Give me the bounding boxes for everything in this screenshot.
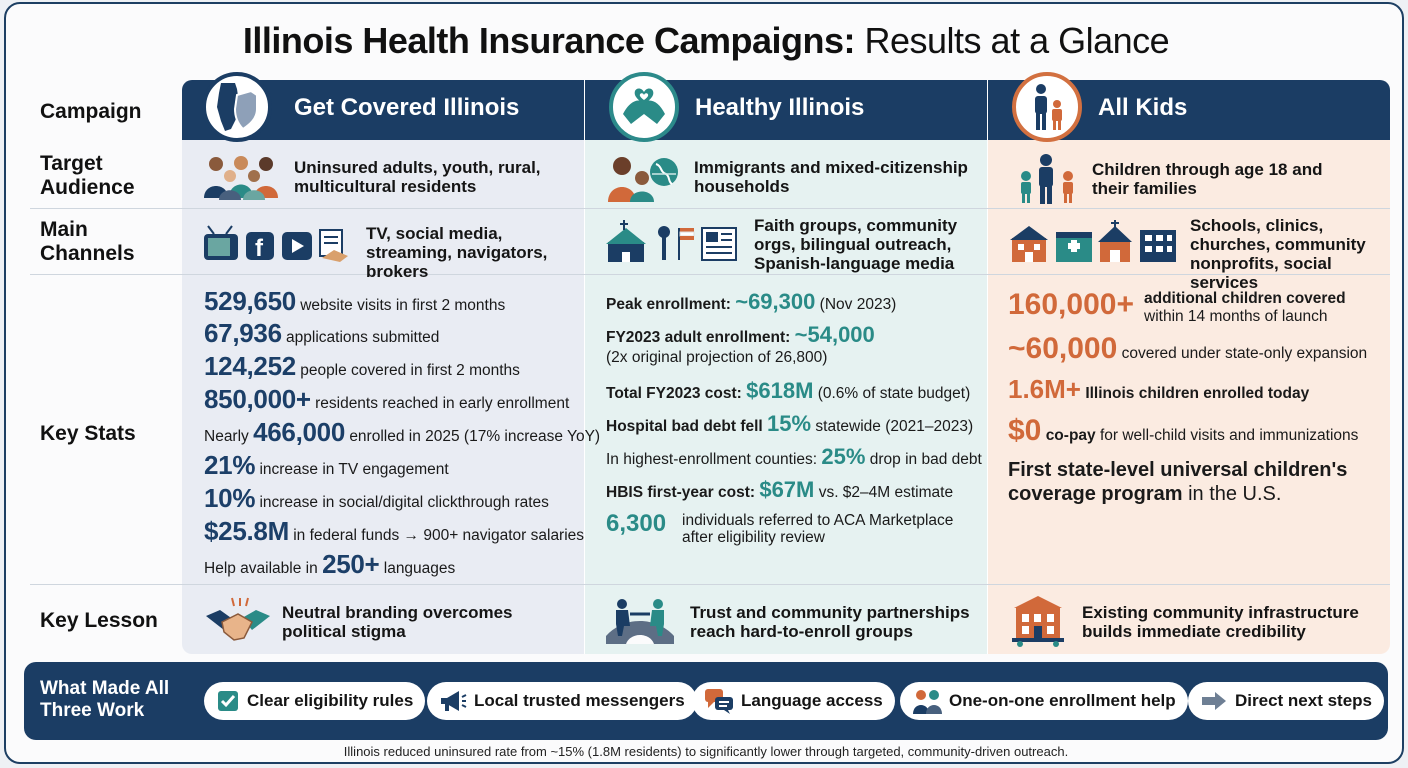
institutions-icon (1008, 220, 1180, 269)
stat-line: Hospital bad debt fell 15% statewide (2021–2023) (606, 411, 974, 436)
stat-line: 850,000+ residents reached in early enrollment (204, 384, 570, 414)
row-label-stats: Key Stats (40, 422, 136, 445)
factor-language-access: Language access (692, 682, 895, 720)
two-people-icon (912, 688, 942, 714)
row-divider (30, 274, 1390, 275)
megaphone-icon (439, 689, 467, 713)
stat-line: 124,252 people covered in first 2 months (204, 351, 520, 381)
stat-line: FY2023 adult enrollment: ~54,000 (606, 322, 875, 347)
channels-text: Schools, clinics, churches, community nonprofits, social services (1190, 216, 1366, 292)
stat-line: 160,000+ (1008, 288, 1134, 321)
campaign-header-healthy-illinois (585, 80, 987, 140)
row-divider (30, 208, 1390, 209)
parent-child-icon (1012, 72, 1082, 142)
campaign-header-get-covered (182, 80, 584, 140)
group-people-icon (202, 154, 280, 205)
bridge-people-icon (604, 596, 676, 651)
stat-line: $0 co-pay for well-child visits and immunizations (1008, 414, 1359, 447)
lesson-text: Trust and community partnerships reach hard-to-enroll groups (690, 603, 970, 641)
campaign-name: Healthy Illinois (695, 94, 865, 121)
stat-line: 21% increase in TV engagement (204, 450, 449, 480)
lesson-text: Neutral branding overcomes political stigma (282, 603, 513, 641)
column-divider (987, 80, 988, 654)
stat-line: 67,936 applications submitted (204, 318, 440, 348)
success-factors-label: What Made All Three Work (40, 678, 170, 721)
stat-line: 6,300 (606, 510, 667, 537)
row-label-lesson: Key Lesson (40, 609, 158, 632)
stat-line: ~60,000 covered under state-only expansion (1008, 332, 1368, 365)
row-divider (30, 584, 1390, 585)
row-label-campaign: Campaign (40, 100, 142, 123)
arrow-right-icon (1200, 690, 1228, 712)
infographic-frame (4, 2, 1404, 764)
stat-line: individuals referred to ACA Marketplace after eligibility review (682, 512, 954, 546)
media-channels-icon (202, 224, 352, 269)
stat-line: additional children covered within 14 months of launch (1144, 290, 1346, 325)
stat-line: Nearly 466,000 enrolled in 2025 (17% increase YoY) (204, 417, 601, 447)
illinois-shield-icon (202, 72, 272, 142)
community-channels-icon (604, 220, 744, 269)
channels-text: Faith groups, community orgs, bilingual outreach, Spanish-language media (754, 216, 958, 273)
factor-clear-eligibility: Clear eligibility rules (204, 682, 425, 720)
family-globe-icon (606, 154, 682, 207)
audience-text: Children through age 18 and their families (1092, 160, 1323, 198)
handshake-icon (204, 596, 272, 651)
stat-line: 10% increase in social/digital clickthrough rates (204, 483, 549, 513)
heart-hands-icon (609, 72, 679, 142)
stat-line: Help available in 250+ languages (204, 549, 456, 579)
footnote: Illinois reduced uninsured rate from ~15% (1.8M residents) to significantly lower through targeted, community-driven outreach. (343, 744, 1069, 759)
civic-building-icon (1010, 592, 1066, 653)
factor-enrollment-help: One-on-one enrollment help (900, 682, 1188, 720)
stat-line: 1.6M+ Illinois children enrolled today (1008, 374, 1310, 404)
stat-line: (2x original projection of 26,800) (606, 349, 828, 366)
channels-text: TV, social media, streaming, navigators, brokers (366, 224, 548, 281)
row-label-audience: Target Audience (40, 152, 135, 199)
family-icon (1016, 154, 1080, 209)
campaign-name: Get Covered Illinois (294, 94, 520, 121)
stat-line: First state-level universal children's coverage program in the U.S. (1008, 459, 1348, 505)
svg-text:f: f (255, 235, 263, 262)
stat-line: 529,650 website visits in first 2 months (204, 286, 506, 316)
stat-line: HBIS first-year cost: $67M vs. $2–4M estimate (606, 477, 954, 502)
campaign-header-all-kids (988, 80, 1390, 140)
stat-line: In highest-enrollment counties: 25% drop in bad debt (606, 444, 982, 469)
stat-line: Peak enrollment: ~69,300 (Nov 2023) (606, 289, 897, 314)
campaign-name: All Kids (1098, 94, 1188, 121)
success-factors-bar (24, 662, 1388, 740)
stat-line: Total FY2023 cost: $618M (0.6% of state budget) (606, 378, 971, 403)
lesson-text: Existing community infrastructure builds immediate credibility (1082, 603, 1359, 641)
audience-text: Uninsured adults, youth, rural, multicultural residents (294, 158, 541, 196)
speech-bubbles-icon (704, 688, 734, 714)
factor-local-messengers: Local trusted messengers (427, 682, 697, 720)
page-title: Illinois Health Insurance Campaigns: Results at a Glance (242, 20, 1170, 61)
checkbox-icon (216, 689, 240, 713)
factor-next-steps: Direct next steps (1188, 682, 1384, 720)
audience-text: Immigrants and mixed-citizenship households (694, 158, 968, 196)
row-label-channels: Main Channels (40, 218, 135, 265)
column-divider (584, 80, 585, 654)
stat-line: $25.8M in federal funds → 900+ navigator salaries (204, 516, 585, 546)
